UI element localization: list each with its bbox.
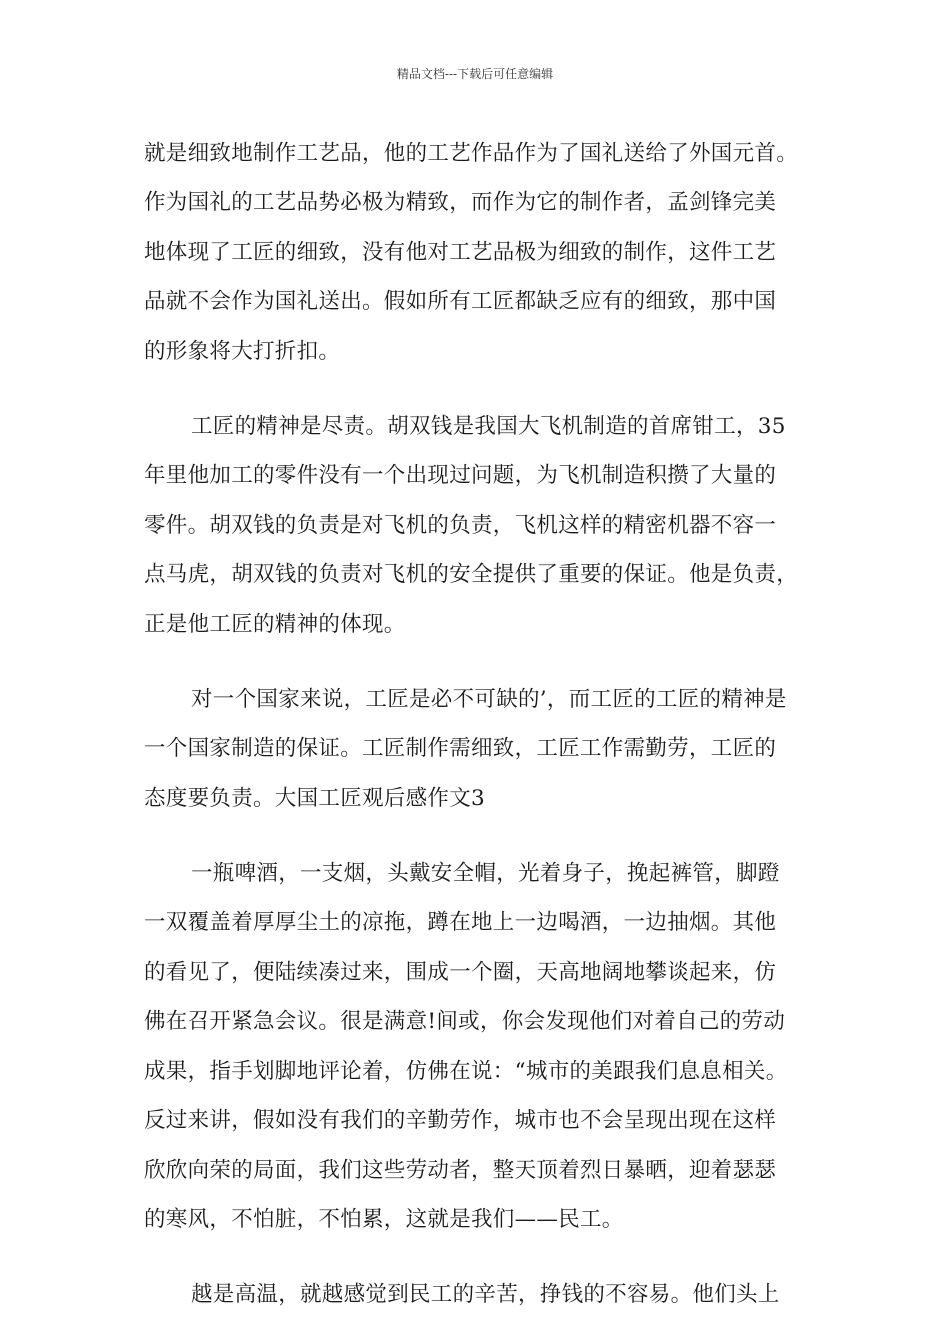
text-line: 一瓶啤酒，一支烟，头戴安全帽，光着身子，挽起裤管，脚蹬 [191, 861, 780, 886]
text-line: 态度要负责。大国工匠观后感作文3 [144, 786, 485, 811]
text-line: 点马虎，胡双钱的负责对飞机的安全提供了重要的保证。他是负责， [144, 562, 799, 587]
text-line: 年里他加工的零件没有一个出现过问题，为飞机制造积攒了大量的 [144, 463, 777, 488]
text-line: 的寒风，不怕脏，不怕累，这就是我们——民工。 [144, 1207, 624, 1232]
text-line: 零件。胡双钱的负责是对飞机的负责，飞机这样的精密机器不容一 [144, 513, 777, 538]
text-line: 正是他工匠的精神的体现。 [144, 612, 406, 637]
text-line: 工匠的精神是尽责。胡双钱是我国大飞机制造的首席钳工，35 [191, 414, 786, 439]
text-line: 反过来讲，假如没有我们的辛勤劳作，城市也不会呈现出现在这样 [144, 1108, 777, 1133]
text-line: 成果，指手划脚地评论着，仿佛在说：“城市的美跟我们息息相关。 [144, 1059, 788, 1084]
text-line: 对一个国家来说，工匠是必不可缺的’，而工匠的工匠的精神是 [191, 687, 787, 712]
text-line: 越是高温，就越感觉到民工的辛苦，挣钱的不容易。他们头上 [191, 1282, 780, 1307]
text-line: 一双覆盖着厚厚尘土的凉拖，蹲在地上一边喝酒，一边抽烟。其他 [144, 910, 777, 935]
text-line: 佛在召开紧急会议。很是满意!间或，你会发现他们对着自己的劳动 [144, 1009, 786, 1034]
text-line: 就是细致地制作工艺品，他的工艺作品作为了国礼送给了外国元首。 [144, 141, 799, 166]
page-header: 精品文档---下载后可任意编辑 [396, 67, 554, 81]
text-line: 欣欣向荣的局面，我们这些劳动者，整天顶着烈日暴晒，迎着瑟瑟 [144, 1158, 777, 1183]
text-line: 地体现了工匠的细致，没有他对工艺品极为细致的制作，这件工艺 [144, 240, 777, 265]
text-line: 的形象将大打折扣。 [144, 339, 341, 364]
text-line: 的看见了，便陆续凑过来，围成一个圈，天高地阔地攀谈起来，仿 [144, 960, 777, 985]
text-line: 品就不会作为国礼送出。假如所有工匠都缺乏应有的细致，那中国 [144, 289, 777, 314]
text-line: 一个国家制造的保证。工匠制作需细致，工匠工作需勤劳，工匠的 [144, 736, 777, 761]
text-line: 作为国礼的工艺品势必极为精致，而作为它的制作者，孟剑锋完美 [144, 190, 777, 215]
